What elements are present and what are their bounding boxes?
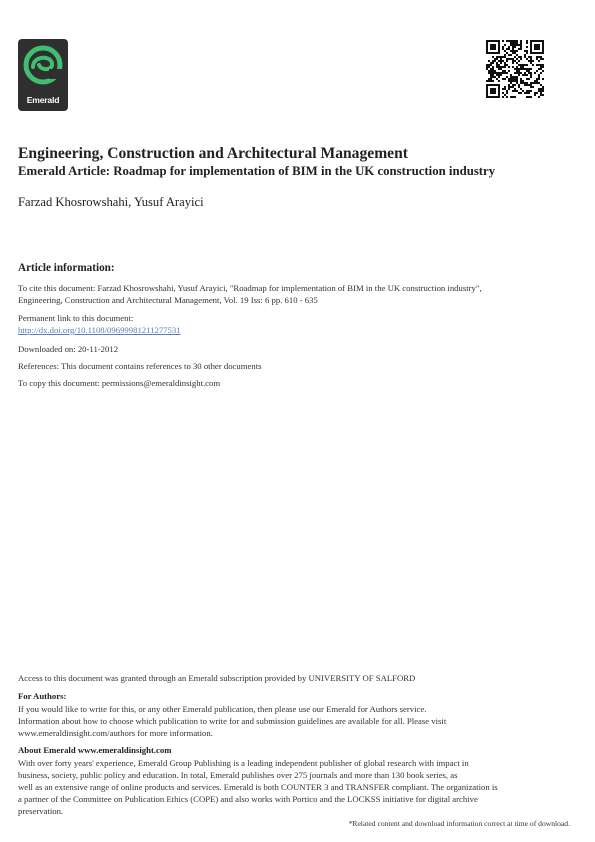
about-line: well as an extensive range of online products and services. Emerald is both COUNTER 3 and TRANSFER compliant. The organization is — [18, 782, 498, 792]
for-authors-line: Information about how to choose which publication to write for and submission guidelines are available for all. Please visit — [18, 716, 447, 726]
for-authors-line: www.emeraldinsight.com/authors for more information. — [18, 728, 213, 738]
copy-permissions: To copy this document: permissions@emeraldinsight.com — [18, 378, 221, 388]
article-info-heading: Article information: — [18, 262, 115, 274]
about-line: a partner of the Committee on Publication Ethics (COPE) and also works with Portico and the LOCKSS initiative for digital archive — [18, 794, 478, 804]
about-line: business, society, public policy and education. In total, Emerald publishes over 275 journals and more than 130 book series, as — [18, 770, 458, 780]
access-note: Access to this document was granted through an Emerald subscription provided by UNIVERSITY OF SALFORD — [18, 673, 416, 683]
logo-text: Emerald — [26, 95, 60, 105]
for-authors-line: If you would like to write for this, or any other Emerald publication, then please use our Emerald for Authors service. — [18, 704, 427, 714]
about-emerald-body — [18, 757, 578, 817]
citation-line: To cite this document: Farzad Khosrowshahi, Yusuf Arayici, "Roadmap for implementation of BIM in the UK construction industry", — [18, 283, 482, 293]
about-line: preservation. — [18, 806, 64, 816]
journal-title: Engineering, Construction and Architectural Management — [18, 145, 408, 162]
emerald-logo — [18, 39, 68, 111]
authors: Farzad Khosrowshahi, Yusuf Arayici — [18, 195, 204, 209]
for-authors-body — [18, 703, 538, 739]
about-emerald-heading: About Emerald www.emeraldinsight.com — [18, 745, 172, 755]
qr-code-icon — [486, 40, 544, 98]
citation — [18, 282, 578, 306]
doi-link[interactable]: http://dx.doi.org/10.1108/09699981211277531 — [18, 325, 181, 335]
for-authors-heading: For Authors: — [18, 691, 67, 701]
citation-line: Engineering, Construction and Architectural Management, Vol. 19 Iss: 6 pp. 610 - 635 — [18, 295, 318, 305]
references-count: References: This document contains references to 30 other documents — [18, 361, 262, 371]
permanent-link-label: Permanent link to this document: — [18, 313, 134, 323]
emerald-logo-icon — [23, 43, 63, 89]
article-title: Emerald Article: Roadmap for implementation of BIM in the UK construction industry — [18, 164, 496, 178]
about-line: With over forty years' experience, Emerald Group Publishing is a leading independent publisher of global research with impact in — [18, 758, 469, 768]
footer-note: *Related content and download information correct at time of download. — [348, 819, 570, 828]
downloaded-date: Downloaded on: 20-11-2012 — [18, 344, 119, 354]
